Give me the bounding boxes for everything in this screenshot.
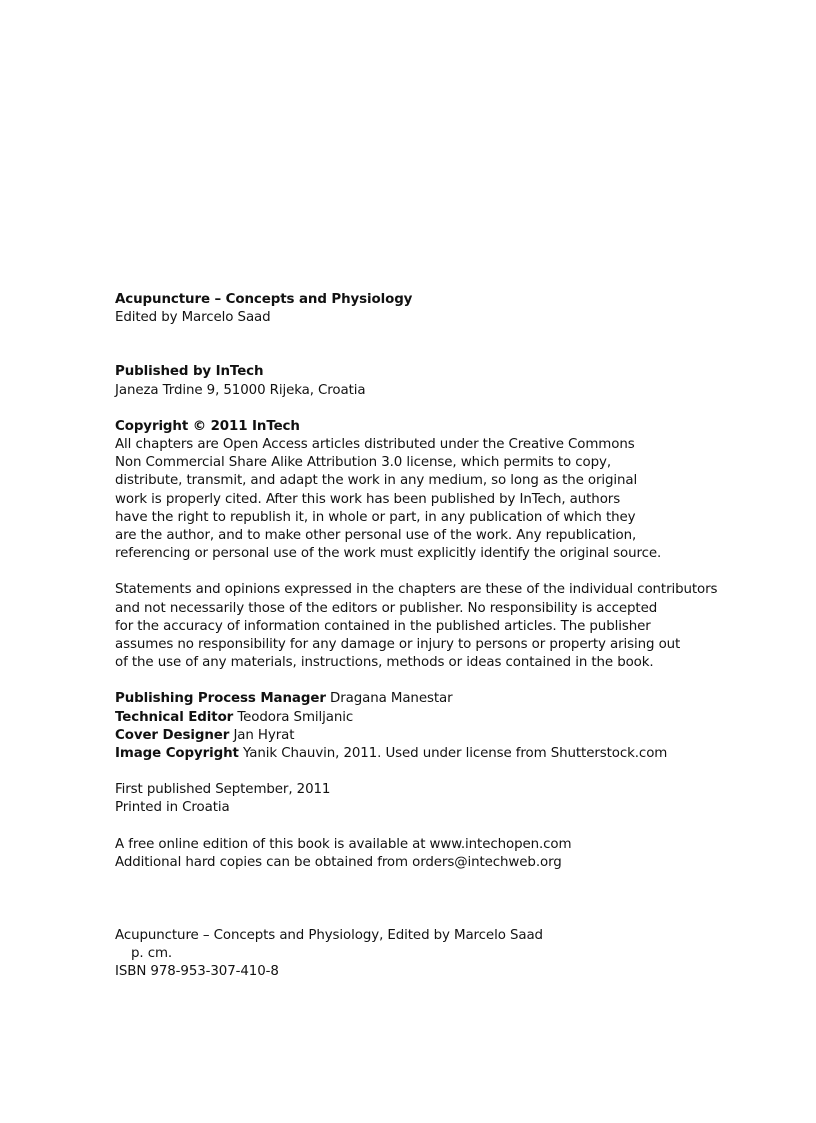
online-edition-note: A free online edition of this book is available at www.intechopen.com [115,836,572,852]
copyright-line: work is properly cited. After this work has been published by InTech, authors [115,491,621,507]
credit-row [115,690,765,708]
publisher-address: Janeza Trdine 9, 51000 Rijeka, Croatia [115,382,366,398]
spacer [115,818,765,836]
hard-copies-note: Additional hard copies can be obtained from orders@intechweb.org [115,854,562,870]
spacer [115,400,765,418]
isbn: ISBN 978-953-307-410-8 [115,964,279,980]
credit-row [115,745,765,763]
credit-value: Dragana Manestar [330,691,453,707]
spacer [115,763,765,781]
spacer [115,672,765,690]
credit-label: Cover Designer [115,727,230,743]
book-editor: Edited by Marcelo Saad [115,310,271,326]
credit-value: Jan Hyrat [233,727,295,743]
statements-line: of the use of any materials, instructions, methods or ideas contained in the book. [115,655,654,671]
statements-line: for the accuracy of information contained in the published articles. The publisher [115,618,651,634]
cataloging-block [115,927,765,982]
statements-line: and not necessarily those of the editors or publisher. No responsibility is accepted [115,600,658,616]
copyright-line: Non Commercial Share Alike Attribution 3.0 license, which permits to copy, [115,455,611,471]
credit-label: Technical Editor [115,709,234,725]
copyright-line: All chapters are Open Access articles distributed under the Creative Commons [115,437,635,453]
statements-paragraph [115,581,765,672]
copyright-page [115,291,765,982]
copyright-line: distribute, transmit, and adapt the work in any medium, so long as the original [115,473,638,489]
copyright-paragraph [115,436,765,563]
credit-label: Publishing Process Manager [115,691,326,707]
book-title: Acupuncture – Concepts and Physiology [115,292,413,307]
credit-row [115,727,765,745]
statements-line: Statements and opinions expressed in the chapters are these of the individual contributors [115,582,718,598]
publisher-heading: Published by InTech [115,364,264,380]
credit-label: Image Copyright [115,746,239,762]
spacer [115,327,765,363]
copyright-line: have the right to republish it, in whole or part, in any publication of which they [115,509,636,525]
statements-line: assumes no responsibility for any damage or injury to persons or property arising out [115,637,681,653]
credit-value: Teodora Smiljanic [237,709,354,725]
credits-list [115,690,765,763]
credit-row [115,709,765,727]
copyright-line: are the author, and to make other personal use of the work. Any republication, [115,528,637,544]
spacer [115,563,765,581]
cataloging-title: Acupuncture – Concepts and Physiology, Edited by Marcelo Saad [115,928,543,944]
spacer [115,872,765,927]
copyright-line: referencing or personal use of the work must explicitly identify the original source. [115,546,662,562]
first-published: First published September, 2011 [115,782,331,798]
copyright-heading: Copyright © 2011 InTech [115,418,300,434]
credit-value: Yanik Chauvin, 2011. Used under license from Shutterstock.com [243,746,668,762]
printed-in: Printed in Croatia [115,800,230,816]
cataloging-pages: p. cm. [131,946,173,962]
